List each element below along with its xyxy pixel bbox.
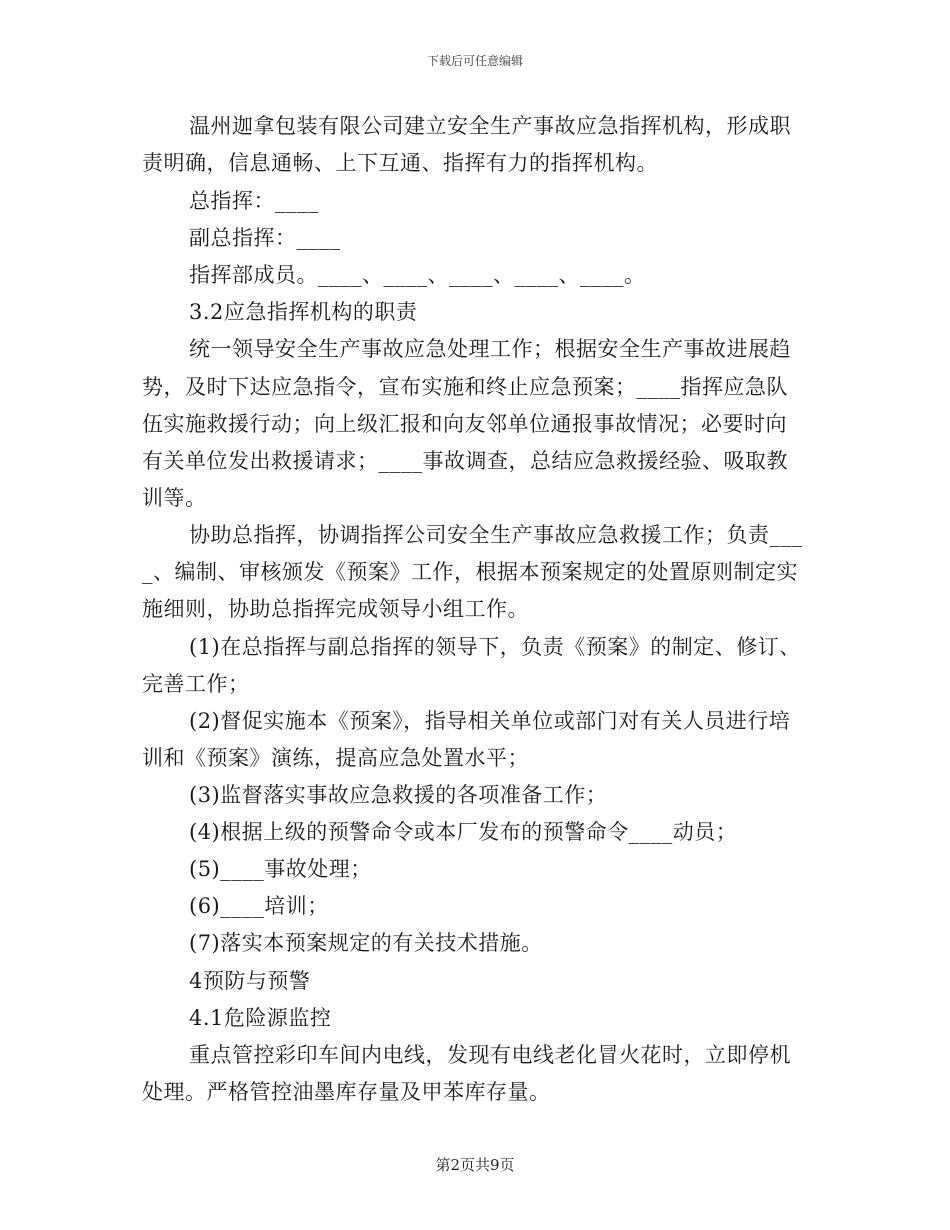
list-item: (2)督促实施本《预案》，指导相关单位或部门对有关人员进行培 xyxy=(189,709,791,733)
paragraph-line: 统一领导安全生产事故应急处理工作；根据安全生产事故进展趋 xyxy=(189,337,791,361)
paragraph-line: 有关单位发出救援请求；____事故调查，总结应急救援经验、吸取教 xyxy=(142,449,788,473)
list-item-continuation: 完善工作； xyxy=(142,672,250,696)
paragraph-line: 指挥部成员。____、____、____、____、____。 xyxy=(189,263,646,287)
list-item: (1)在总指挥与副总指挥的领导下，负责《预案》的制定、修订、 xyxy=(189,635,801,659)
section-heading: 3.2应急指挥机构的职责 xyxy=(189,300,418,324)
paragraph-line: 训等。 xyxy=(142,486,207,510)
paragraph-line: 施细则，协助总指挥完成领导小组工作。 xyxy=(142,597,529,621)
section-heading: 4预防与预警 xyxy=(189,969,311,993)
paragraph-line: 责明确，信息通畅、上下互通、指挥有力的指挥机构。 xyxy=(142,151,658,175)
page-number: 第2页共9页 xyxy=(435,1156,515,1174)
paragraph-line: 温州迦拿包装有限公司建立安全生产事故应急指挥机构，形成职 xyxy=(189,114,791,138)
list-item: (7)落实本预案规定的有关技术措施。 xyxy=(189,931,543,955)
paragraph-line: 总指挥：____ xyxy=(189,189,319,213)
list-item: (6)____培训； xyxy=(189,894,329,918)
list-item-continuation: 训和《预案》演练，提高应急处置水平； xyxy=(142,746,529,770)
list-item: (4)根据上级的预警命令或本厂发布的预警命令____动员； xyxy=(189,820,738,844)
section-heading: 4.1危险源监控 xyxy=(189,1006,332,1030)
list-item: (3)监督落实事故应急救援的各项准备工作； xyxy=(189,783,608,807)
paragraph-line: 重点管控彩印车间内电线，发现有电线老化冒火花时，立即停机 xyxy=(189,1043,791,1067)
paragraph-line: 处理。严格管控油墨库存量及甲苯库存量。 xyxy=(142,1080,551,1104)
paragraph-line: _、编制、审核颁发《预案》工作，根据本预案规定的处置原则制定实 xyxy=(142,560,798,584)
paragraph-line: 协助总指挥，协调指挥公司安全生产事故应急救援工作；负责___ xyxy=(189,523,803,547)
paragraph-line: 副总指挥：____ xyxy=(189,226,341,250)
paragraph-line: 伍实施救援行动；向上级汇报和向友邻单位通报事故情况；必要时向 xyxy=(142,412,787,436)
paragraph-line: 势，及时下达应急指令，宣布实施和终止应急预案；____指挥应急队 xyxy=(142,375,788,399)
list-item: (5)____事故处理； xyxy=(189,857,372,881)
page-header-note: 下载后可任意编辑 xyxy=(426,54,523,68)
